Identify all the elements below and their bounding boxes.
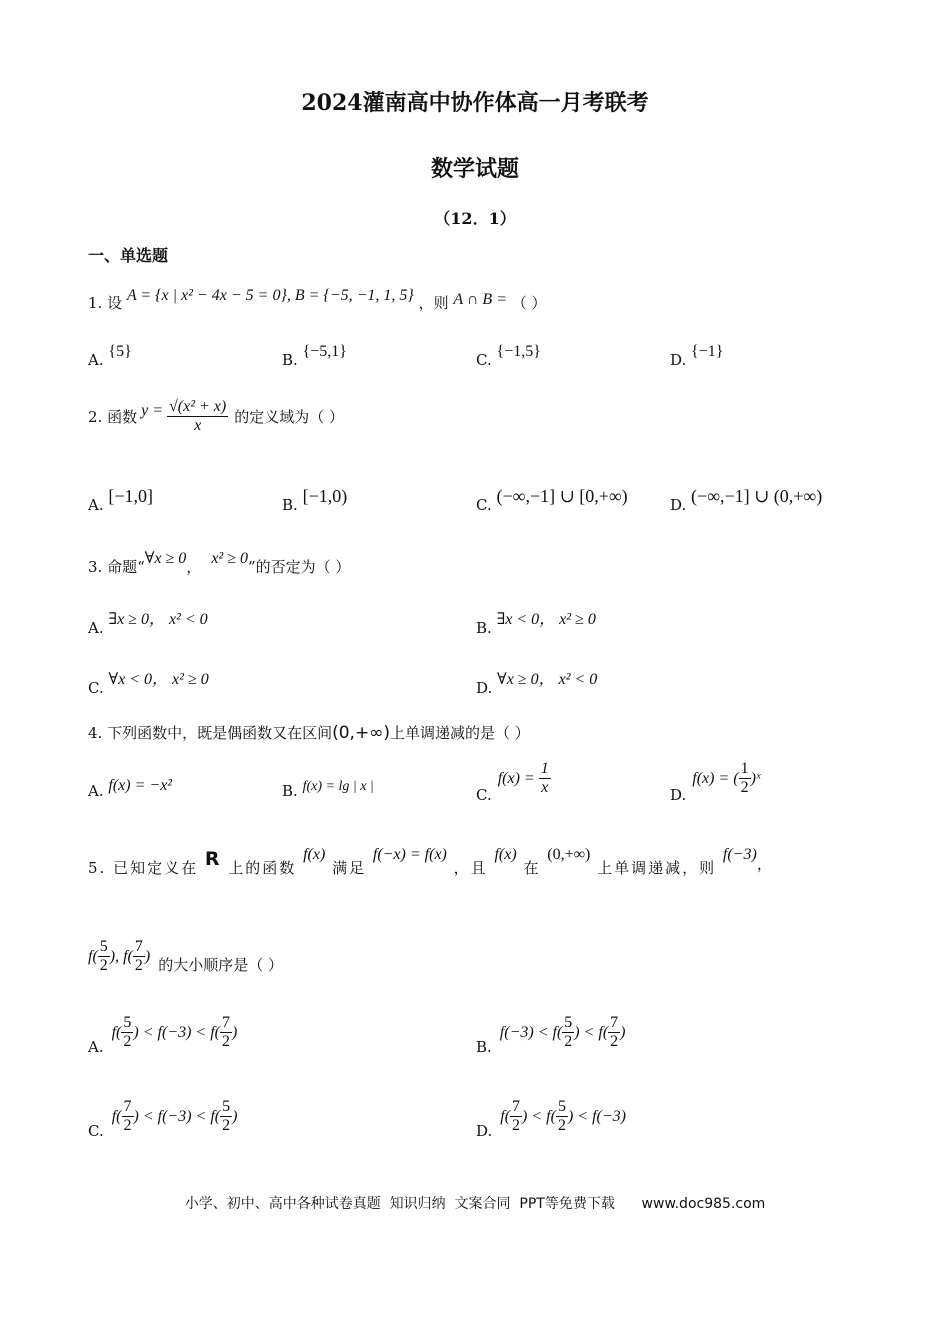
option-math: f( <box>500 1107 511 1125</box>
q4-option-b[interactable] <box>282 776 374 800</box>
option-math: ) <box>620 1023 626 1041</box>
question-3 <box>88 547 351 576</box>
q5-close: ) <box>144 947 151 965</box>
q2-suffix: 的定义域为（ ） <box>234 408 345 427</box>
option-text: {−1,5} <box>496 343 541 360</box>
numerator: 7 <box>220 1014 232 1033</box>
option-text: f(x) = −x² <box>108 777 173 794</box>
q3-prefix: 3. 命题“ <box>88 558 145 576</box>
q2-option-c[interactable] <box>476 486 628 514</box>
denominator: 2 <box>123 1033 132 1051</box>
numerator: 7 <box>608 1014 620 1033</box>
frac <box>556 1098 568 1136</box>
q1-sets: A = {x | x² − 4x − 5 = 0}, B = {−5, −1, 1, 5} <box>126 287 414 304</box>
option-label: C. <box>88 1121 104 1140</box>
option-label: B. <box>282 351 298 369</box>
frac <box>121 1014 133 1052</box>
frac <box>562 1014 574 1052</box>
q1-expr: A ∩ B = <box>453 291 507 308</box>
q2-prefix: 2. 函数 <box>88 408 138 427</box>
q5-frac-5-2 <box>98 938 110 976</box>
option-text: f(x) = ( <box>692 769 739 787</box>
option-math: ) < f( <box>574 1023 609 1041</box>
q4-d-exponent: )ˣ <box>750 769 761 787</box>
question-5 <box>88 842 774 877</box>
numerator: 5 <box>556 1098 568 1117</box>
denominator: 2 <box>99 957 108 975</box>
q3-option-c[interactable] <box>88 666 209 697</box>
q1-option-d[interactable] <box>670 342 724 369</box>
q5-text-5: 在 <box>523 859 541 877</box>
q1-option-b[interactable] <box>282 342 347 369</box>
numerator: 7 <box>122 1098 134 1117</box>
q2-option-d[interactable] <box>670 486 823 514</box>
q1-prefix: 1. 设 <box>88 294 123 312</box>
q4-c-fraction <box>539 760 551 798</box>
option-text: {5} <box>108 343 132 360</box>
option-text: f(x) = <box>497 769 535 787</box>
q4-interval: (0,+∞) <box>332 723 390 743</box>
frac <box>608 1014 620 1052</box>
q2-numerator: √(x² + x) <box>167 398 228 417</box>
q4-option-a[interactable] <box>88 776 173 800</box>
frac <box>220 1098 232 1136</box>
question-4 <box>88 722 530 743</box>
q3-suffix: ”的否定为（ ） <box>248 558 351 576</box>
q2-y: y = <box>141 401 163 419</box>
frac <box>510 1098 522 1136</box>
q3-option-b[interactable] <box>476 606 596 637</box>
option-label: B. <box>282 782 298 800</box>
question-2 <box>88 398 344 436</box>
q5-fx: f(x) <box>303 846 326 863</box>
option-text: (−∞,−1] ∪ (0,+∞) <box>691 486 823 506</box>
denominator: 2 <box>610 1033 619 1051</box>
q5-fx2: f(x) <box>494 846 517 863</box>
q5-fm3: f(−3) <box>722 846 757 863</box>
option-label: D. <box>476 679 493 697</box>
option-label: A. <box>88 782 104 800</box>
option-text: (−∞,−1] ∪ [0,+∞) <box>496 486 628 506</box>
page-subtitle: 数学试题 <box>430 156 519 182</box>
q2-fraction <box>167 398 228 436</box>
q5-f: f( <box>88 947 98 965</box>
denominator: 2 <box>134 957 143 975</box>
q5-eq: f(−x) = f(x) <box>372 846 447 863</box>
q5-text-1: 5. 已知定义在 <box>88 859 199 877</box>
option-math: ) < f( <box>522 1107 556 1125</box>
option-text: ∀x ≥ 0， x² < 0 <box>497 671 598 688</box>
option-label: B. <box>476 619 492 637</box>
q5-text-3: 满足 <box>332 859 367 877</box>
q1-option-a[interactable] <box>88 342 132 369</box>
q4-d-fraction <box>739 760 751 798</box>
denominator: x <box>541 779 549 797</box>
q2-option-b[interactable] <box>282 486 348 514</box>
option-label: C. <box>476 496 492 514</box>
option-label: A. <box>88 496 104 514</box>
frac <box>122 1098 134 1136</box>
option-label: C. <box>476 351 492 369</box>
option-math: ) < f(−3) < f( <box>133 1023 220 1041</box>
option-text: ∀x < 0， x² ≥ 0 <box>108 671 209 688</box>
numerator: 5 <box>98 938 110 957</box>
denominator: 2 <box>222 1117 231 1135</box>
option-math: ) <box>232 1107 238 1125</box>
option-label: D. <box>476 1121 493 1140</box>
numerator: 5 <box>121 1014 133 1033</box>
q2-option-a[interactable] <box>88 486 154 514</box>
q5-line2-suffix: 的大小顺序是（ ） <box>158 956 283 975</box>
numerator: 5 <box>220 1098 232 1117</box>
page-footer: 小学、初中、高中各种试卷真题 知识归纳 文案合同 PPT等免费下载 www.doc985.com <box>184 1196 766 1212</box>
q5-comma: ， <box>756 855 774 873</box>
option-label: D. <box>670 496 687 514</box>
option-text: ∃x < 0， x² ≥ 0 <box>496 611 596 628</box>
option-text: [−1,0] <box>108 486 154 506</box>
denominator: 2 <box>221 1033 230 1051</box>
q3-quantifier: ∀x ≥ 0 <box>144 550 187 567</box>
denominator: 2 <box>740 779 749 797</box>
q1-option-c[interactable] <box>476 342 541 369</box>
q3-option-a[interactable] <box>88 606 208 637</box>
q4-option-c[interactable] <box>476 760 551 804</box>
option-math: f( <box>111 1107 122 1125</box>
q5-R: R <box>204 848 222 870</box>
option-label: C. <box>88 679 104 697</box>
denominator: 2 <box>564 1033 573 1051</box>
option-label: A. <box>88 351 104 369</box>
denominator: 2 <box>512 1117 521 1135</box>
denominator: 2 <box>557 1117 566 1135</box>
q5-frac-7-2 <box>133 938 145 976</box>
numerator: 7 <box>510 1098 522 1117</box>
q5-option-b[interactable] <box>476 1014 626 1056</box>
option-math: f(−3) < f( <box>499 1023 563 1041</box>
option-label: C. <box>476 785 492 804</box>
denominator: 2 <box>123 1117 132 1135</box>
numerator: 7 <box>133 938 145 957</box>
exam-date: （12．1） <box>434 209 516 228</box>
numerator: 1 <box>539 760 551 779</box>
q5-text-4: ，且 <box>453 859 488 877</box>
option-label: B. <box>476 1037 492 1056</box>
numerator: 1 <box>739 760 751 779</box>
option-math: ) <box>231 1023 238 1041</box>
q4-suffix: 上单调递减的是（ ） <box>389 724 530 742</box>
option-label: B. <box>282 496 298 514</box>
q5-option-c[interactable] <box>88 1098 238 1140</box>
option-label: D. <box>670 785 687 804</box>
option-text: [−1,0) <box>302 486 348 506</box>
q3-option-d[interactable] <box>476 666 598 697</box>
q2-denominator: x <box>194 417 202 435</box>
question-1 <box>88 287 547 313</box>
option-text: ∃x ≥ 0， x² < 0 <box>108 611 208 628</box>
frac <box>220 1014 232 1052</box>
option-text: f(x) = lg | x | <box>302 779 374 794</box>
numerator: 5 <box>562 1014 574 1033</box>
q5-text-6: 上单调递减，则 <box>597 859 717 877</box>
option-text: {−5,1} <box>302 343 347 360</box>
q3-inequality: x² ≥ 0 <box>211 550 248 567</box>
option-label: A. <box>88 1037 104 1056</box>
option-math: ) < f(−3) < f( <box>133 1107 221 1125</box>
page-title: 2024灌南高中协作体高一月考联考 <box>301 90 649 116</box>
q4-text: 4. 下列函数中，既是偶函数又在区间 <box>88 724 333 742</box>
option-math: ) < f(−3) <box>567 1107 626 1125</box>
q5-interval: (0,+∞) <box>547 846 591 863</box>
q5-line-2 <box>88 938 283 976</box>
section-heading: 一、单选题 <box>88 246 169 265</box>
q3-comma: ， <box>186 558 202 576</box>
option-math: f( <box>111 1023 122 1041</box>
q1-suffix: （ ） <box>511 294 547 312</box>
q5-text-2: 上的函数 <box>228 859 297 877</box>
option-label: D. <box>670 351 687 369</box>
option-label: A. <box>88 619 104 637</box>
option-text: {−1} <box>691 343 724 360</box>
q5-option-d[interactable] <box>476 1098 626 1140</box>
q5-option-a[interactable] <box>88 1014 238 1056</box>
q1-mid: ，则 <box>418 294 449 312</box>
q4-option-d[interactable] <box>670 760 761 804</box>
q5-sep: ), f( <box>109 947 133 965</box>
